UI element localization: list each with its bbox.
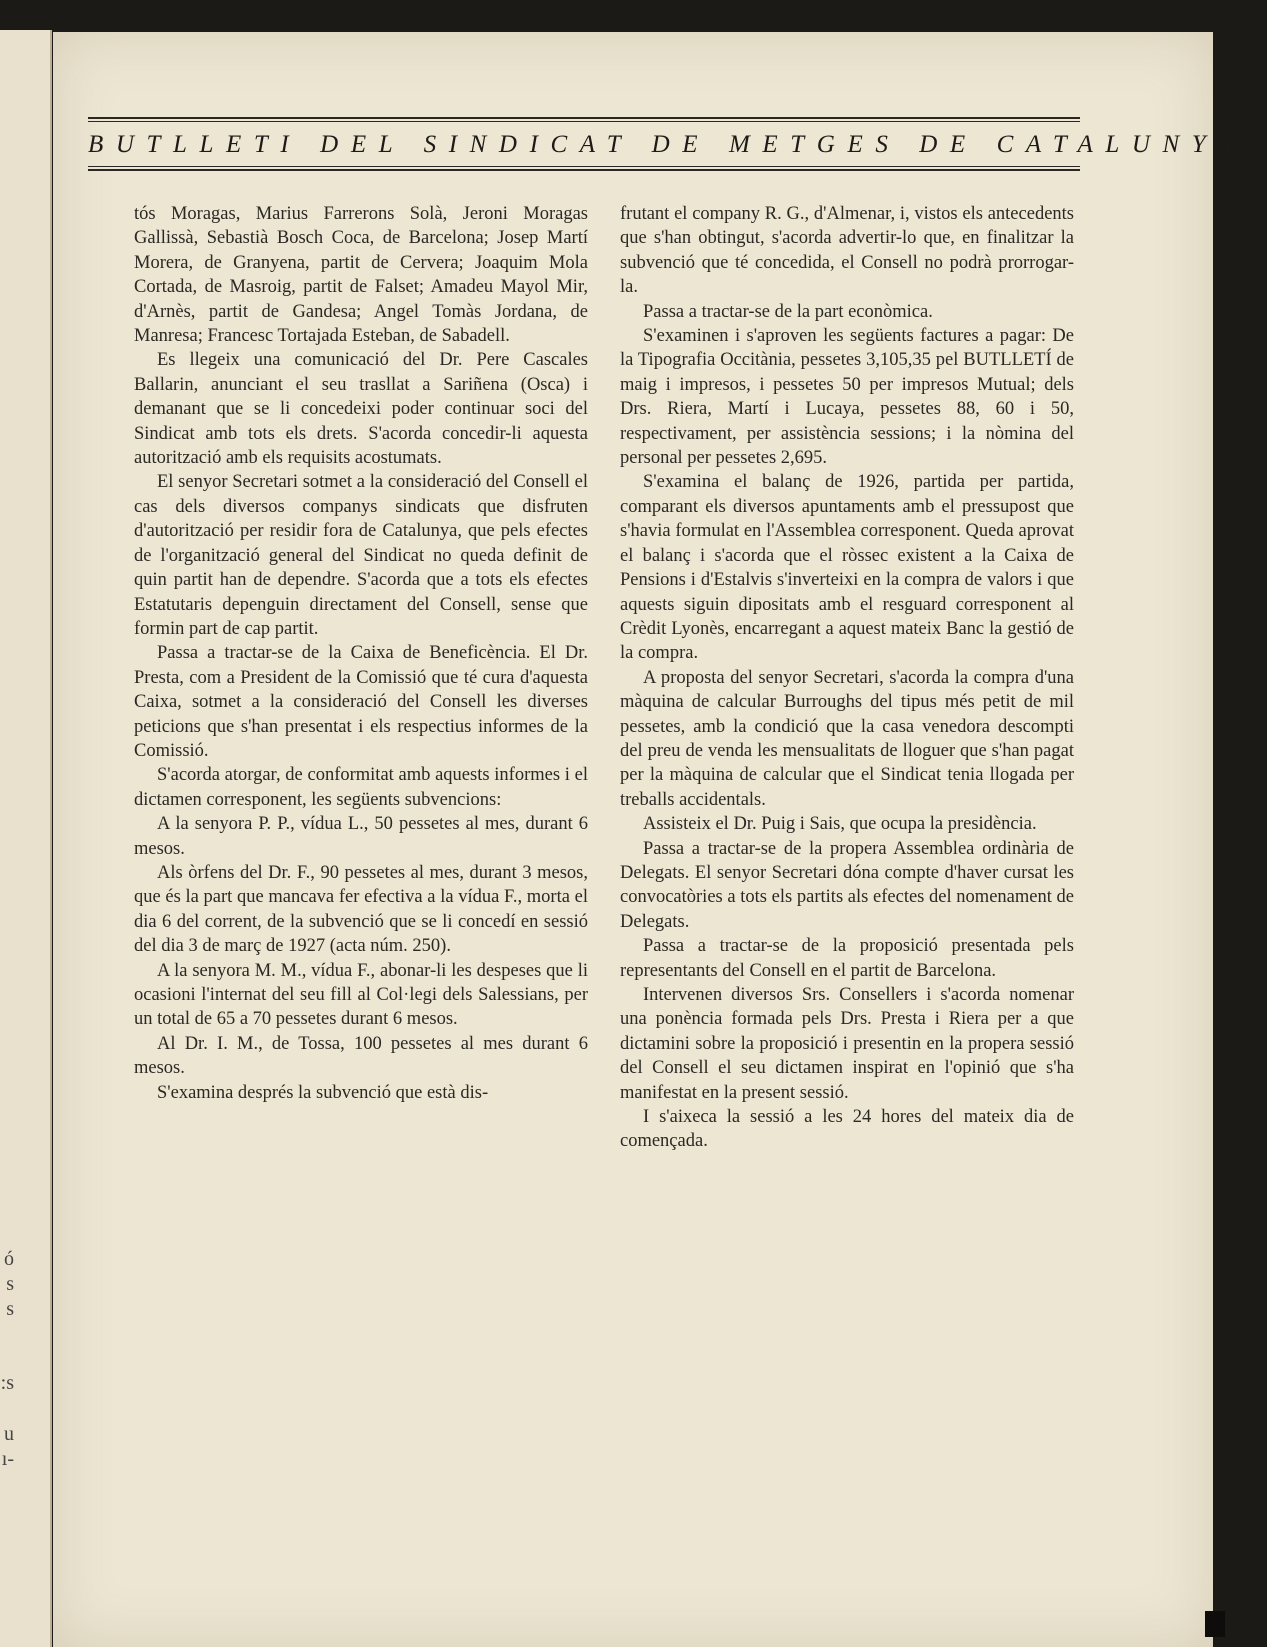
- left-page-fragment: u: [4, 1423, 14, 1445]
- paragraph: Assisteix el Dr. Puig i Sais, que ocupa la presidència.: [643, 814, 1037, 835]
- text-column-left: [134, 202, 588, 1105]
- paragraph: tós Moragas, Marius Farrerons Solà, Jeroni Moragas Gallissà, Sebastià Bosch Coca, de Barcelona; Josep Martí Morera, de Granyena, partit de Cervera; Joaquim Mola Cortada, de Masroig, partit de Falset; Amadeu Mayol Mir, d'Arnès, partit de Gandesa; Angel Tomàs Jordana, de Manresa; Francesc Tortajada Esteban, de Sabadell.: [134, 204, 588, 347]
- running-header: [88, 126, 1267, 164]
- paragraph: Passa a tractar-se de la part econòmica.: [643, 301, 933, 322]
- left-page-fragment: s: [6, 1273, 14, 1295]
- paragraph: S'examina el balanç de 1926, partida per partida, comparant els diversos apuntaments amb el pressupost que s'havia formulat en l'Assemblea corresponent. Queda aprovat el balanç i s'acorda que el ròssec existent a la Caixa de Pensions i d'Estalvis s'inverteixi en la compra de valors i que aquests siguin dipositats amb el resguard corresponent al Crèdit Lyonès, encarregant a aquest mateix Banc la gestió de la compra.: [620, 472, 1074, 664]
- adjacent-page-edge: [0, 30, 52, 1647]
- header-top-rule: [88, 117, 1080, 119]
- left-page-fragment: :s: [0, 1372, 14, 1394]
- paragraph: S'acorda atorgar, de conformitat amb aquests informes i el dictamen corresponent, les següents subvencions:: [134, 765, 588, 810]
- paragraph: Es llegeix una comunicació del Dr. Pere Cascales Ballarin, anunciant el seu trasllat a Sariñena (Osca) i demanant que se li concedeixi poder continuar soci del Sindicat amb tots els drets. S'acorda concedir-li aquesta autorització amb els requisits acostumats.: [134, 350, 588, 469]
- paragraph: Passa a tractar-se de la Caixa de Beneficència. El Dr. Presta, com a President de la Comissió que té cura d'aquesta Caixa, sotmet a la consideració del Consell les diverses peticions que s'han presentat i els respectius informes de la Comissió.: [134, 643, 588, 761]
- paragraph: Passa a tractar-se de la propera Assemblea ordinària de Delegats. El senyor Secretari dóna compte d'haver cursat les convocatòries a tots els partits als efectes del nomenament de Delegats.: [620, 838, 1074, 932]
- header-bottom-rule: [88, 169, 1080, 171]
- header-top-rule-thin: [88, 121, 1080, 122]
- paragraph: I s'aixeca la sessió a les 24 hores del mateix dia de començada.: [620, 1107, 1074, 1152]
- left-page-fragment: ó: [4, 1248, 14, 1270]
- paragraph: Intervenen diversos Srs. Consellers i s'acorda nomenar una ponència formada pels Drs. Presta i Riera per a que dictamini sobre la proposició i presentin en la propera sessió del Consell el seu dictamen inspirat en l'opinió que s'ha manifestat en la present sessió.: [620, 985, 1074, 1103]
- paragraph: El senyor Secretari sotmet a la consideració del Consell el cas dels diversos companys sindicats que disfruten d'autorització per residir fora de Catalunya, que pels efectes de l'organització general del Sindicat no queda definit de quin partit han de dependre. S'acorda que a tots els efectes Estatutaris depenguin directament del Consell, sense que formin part de cap partit.: [134, 472, 588, 639]
- paragraph: frutant el company R. G., d'Almenar, i, vistos els antecedents que s'han obtingut, s'acorda advertir-lo que, en finalitzar la subvenció que té concedida, el Consell no podrà prorrogar-la.: [620, 204, 1074, 298]
- paragraph: S'examina després la subvenció que està dis-: [157, 1082, 489, 1103]
- scan-corner-mark: [1205, 1611, 1225, 1637]
- page-number: 21: [1244, 132, 1267, 157]
- header-bottom-rule-thin: [88, 166, 1080, 167]
- paragraph: A la senyora P. P., vídua L., 50 pessetes al mes, durant 6 mesos.: [134, 814, 588, 859]
- paragraph: Passa a tractar-se de la proposició presentada pels representants del Consell en el partit de Barcelona.: [620, 936, 1074, 981]
- journal-title: BUTLLETI DEL SINDICAT DE METGES DE CATALUNYA: [88, 131, 1245, 158]
- left-page-fragment: s: [6, 1298, 14, 1320]
- left-page-fragment: ı-: [1, 1448, 14, 1470]
- paragraph: A la senyora M. M., vídua F., abonar-li les despeses que li ocasioni l'internat del seu fill al Col·legi dels Salessians, per un total de 65 a 70 pessetes durant 6 mesos.: [134, 960, 588, 1030]
- paragraph: Als òrfens del Dr. F., 90 pessetes al mes, durant 3 mesos, que és la part que mancava fer efectiva a la vídua F., morta el dia 6 del corrent, de la subvenció que se li concedí en sessió del dia 3 de març de 1927 (acta núm. 250).: [134, 862, 588, 957]
- paragraph: Al Dr. I. M., de Tossa, 100 pessetes al mes durant 6 mesos.: [134, 1033, 588, 1079]
- paragraph: S'examinen i s'aproven les següents factures a pagar: De la Tipografia Occitània, pessetes 3,105,35 pel BUTLLETÍ de maig i impresos, i pessetes 50 per impresos Mutual; dels Drs. Riera, Martí i Lucaya, pessetes 88, 60 i 50, respectivament, per assistència sessions; i la nòmina del personal per pessetes 2,695.: [620, 326, 1074, 469]
- text-column-right: [620, 202, 1074, 1154]
- paragraph: A proposta del senyor Secretari, s'acorda la compra d'una màquina de calcular Burroughs del tipus més petit de mil pessetes, amb la condició que la casa venedora descompti del preu de venda les mensualitats de lloguer que s'han pagat per la màquina de calcular que el Sindicat tenia llogada per treballs accidentals.: [620, 667, 1074, 810]
